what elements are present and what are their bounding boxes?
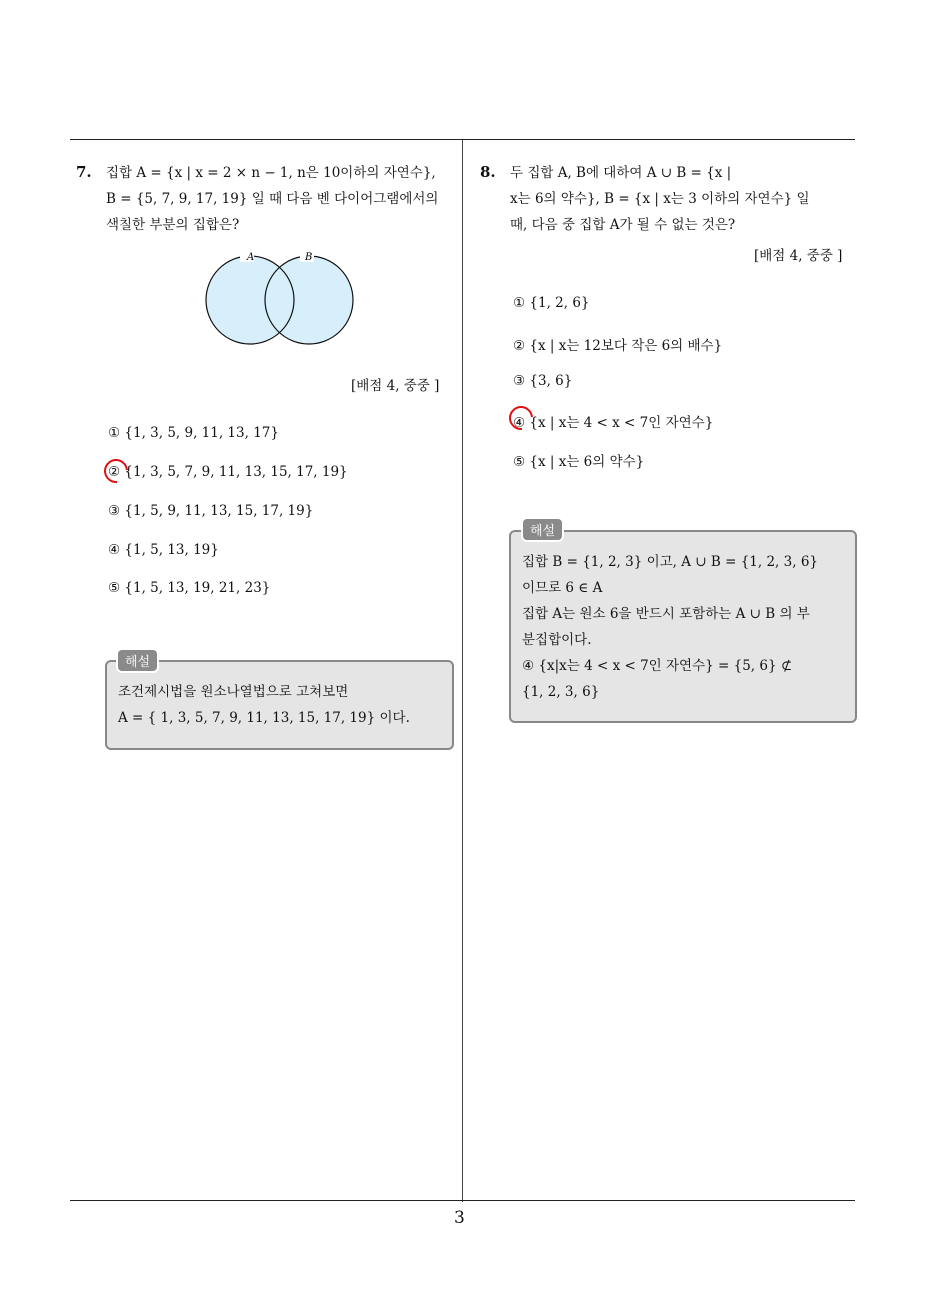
question-8-solution-text	[522, 549, 852, 705]
question-8-option-5[interactable]: ⑤ {x | x는 6의 약수}	[513, 454, 645, 470]
answer-mark-q7	[99, 454, 133, 488]
question-7-option-1[interactable]: ① {1, 3, 5, 9, 11, 13, 17}	[108, 425, 279, 441]
question-8-solution-line-5: ④ {x|x는 4 < x < 7인 자연수} = {5, 6} ⊄	[522, 658, 793, 674]
question-7-line-2: B = {5, 7, 9, 17, 19} 일 때 다음 벤 다이어그램에서의	[106, 191, 439, 207]
bottom-rule	[70, 1200, 855, 1201]
question-8-line-1: 두 집합 A, B에 대하여 A ∪ B = {x |	[510, 165, 732, 181]
question-8-line-2: x는 6의 약수}, B = {x | x는 3 이하의 자연수} 일	[510, 191, 810, 207]
question-8-solution-line-4: 분집합이다.	[522, 632, 592, 648]
question-8-meta: [배점 4, 중중 ]	[754, 248, 843, 264]
question-8-text	[510, 160, 860, 238]
question-8-solution-line-3: 집합 A는 원소 6을 반드시 포함하는 A ∪ B 의 부	[522, 606, 810, 622]
question-8-solution-line-6: {1, 2, 3, 6}	[522, 684, 600, 700]
question-8-solution-line-2: 이므로 6 ∈ A	[522, 580, 603, 596]
page-number: 3	[454, 1208, 465, 1228]
venn-diagram	[200, 248, 360, 350]
question-8-option-4[interactable]: ④ {x | x는 4 < x < 7인 자연수}	[513, 415, 714, 431]
question-7-text	[106, 160, 456, 238]
question-8-number: 8.	[480, 163, 496, 181]
question-8-option-3[interactable]: ③ {3, 6}	[513, 373, 573, 389]
venn-label-b: B	[305, 252, 313, 263]
question-7-line-1: 집합 A = {x | x = 2 × n − 1, n은 10이하의 자연수},	[106, 165, 436, 181]
question-7-number: 7.	[76, 163, 92, 181]
question-8-solution-line-1: 집합 B = {1, 2, 3} 이고, A ∪ B = {1, 2, 3, 6}	[522, 554, 818, 570]
question-7-solution-line-2: A = { 1, 3, 5, 7, 9, 11, 13, 15, 17, 19} 이다.	[118, 710, 410, 726]
question-7-option-2[interactable]: ② {1, 3, 5, 7, 9, 11, 13, 15, 17, 19}	[108, 464, 348, 480]
question-8-solution-tab: 해설	[521, 517, 564, 542]
question-7-meta: [배점 4, 중중 ]	[351, 378, 440, 394]
column-divider	[462, 140, 463, 1202]
venn-label-a: A	[247, 252, 255, 263]
question-8-option-1[interactable]: ① {1, 2, 6}	[513, 295, 590, 311]
question-8-option-2[interactable]: ② {x | x는 12보다 작은 6의 배수}	[513, 338, 723, 354]
question-7-line-3: 색칠한 부분의 집합은?	[106, 217, 240, 233]
question-7-solution-text	[118, 679, 448, 731]
question-7-solution-line-1: 조건제시법을 원소나열법으로 고쳐보면	[118, 684, 349, 700]
question-7-option-5[interactable]: ⑤ {1, 5, 13, 19, 21, 23}	[108, 580, 271, 596]
question-7-option-4[interactable]: ④ {1, 5, 13, 19}	[108, 542, 219, 558]
question-7-solution-tab: 해설	[116, 648, 159, 673]
question-7-option-3[interactable]: ③ {1, 5, 9, 11, 13, 15, 17, 19}	[108, 503, 314, 519]
question-8-line-3: 때, 다음 중 집합 A가 될 수 없는 것은?	[510, 217, 736, 233]
